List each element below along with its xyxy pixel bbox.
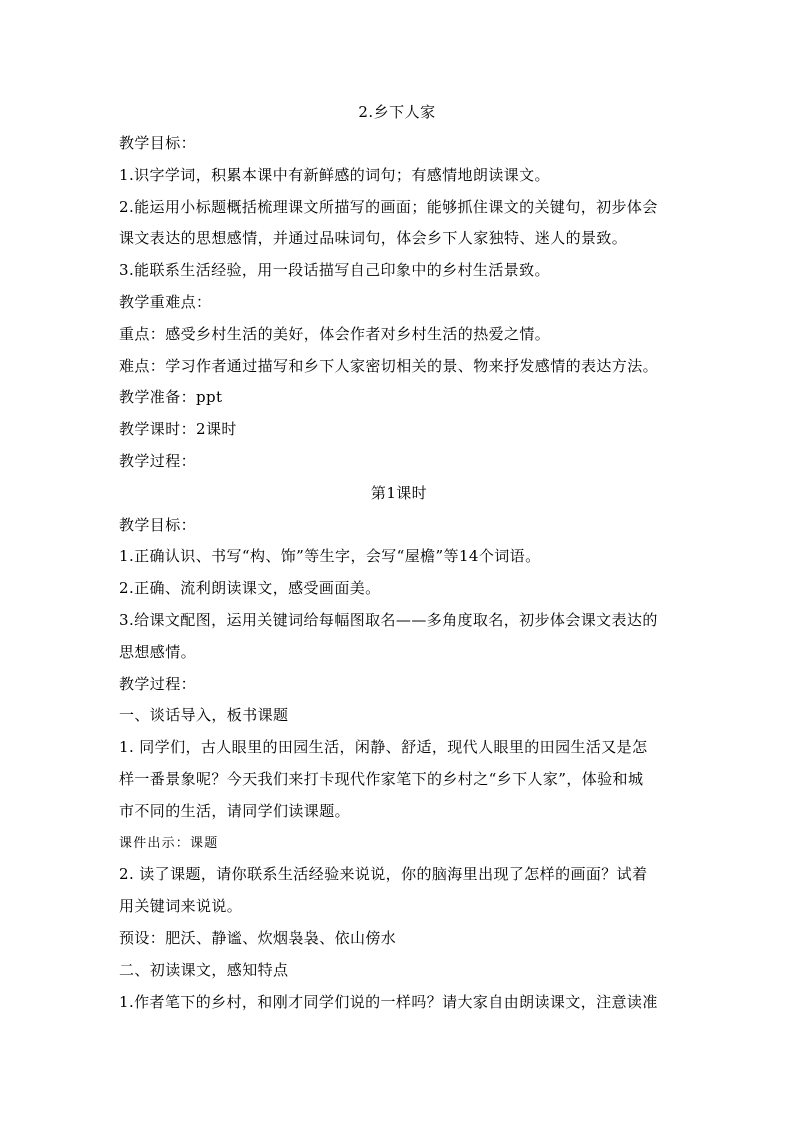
text-line: 教学目标： bbox=[119, 515, 197, 534]
document-title: 2.乡下人家 bbox=[358, 103, 436, 121]
text-line: 1. 同学们，古人眼里的田园生活，闲静、舒适，现代人眼里的田园生活又是怎 bbox=[119, 738, 648, 757]
document-body bbox=[119, 128, 679, 1018]
text-line: 二、初读课文，感知特点 bbox=[119, 960, 289, 979]
text-line: 教学过程： bbox=[119, 451, 197, 470]
text-line: 1.作者笔下的乡村，和刚才同学们说的一样吗？请大家自由朗读课文，注意读准 bbox=[119, 992, 658, 1011]
text-line: 教学准备：ppt bbox=[119, 388, 223, 407]
text-line: 3.能联系生活经验，用一段话描写自己印象中的乡村生活景致。 bbox=[119, 261, 550, 280]
text-line: 市不同的生活，请同学们读课题。 bbox=[119, 801, 351, 820]
text-line: 样一番景象呢？今天我们来打卡现代作家笔下的乡村之“乡下人家”，体验和城 bbox=[119, 769, 644, 788]
text-line: 课件出示：课题 bbox=[119, 835, 219, 851]
text-line: 2.能运用小标题概括梳理课文所描写的画面；能够抓住课文的关键句，初步体会 bbox=[119, 197, 658, 216]
text-line: 1.识字学词，积累本课中有新鲜感的词句；有感情地朗读课文。 bbox=[119, 165, 550, 184]
section-heading: 第1课时 bbox=[370, 483, 428, 502]
text-line: 课文表达的思想感情，并通过品味词句，体会乡下人家独特、迷人的景致。 bbox=[119, 229, 628, 248]
text-line: 用关键词来说说。 bbox=[119, 897, 243, 916]
text-line: 教学重难点： bbox=[119, 292, 212, 311]
text-line: 重点：感受乡村生活的美好，体会作者对乡村生活的热爱之情。 bbox=[119, 324, 551, 343]
text-line: 思想感情。 bbox=[119, 642, 197, 661]
text-line: 2.正确、流利朗读课文，感受画面美。 bbox=[119, 579, 381, 598]
text-line: 2. 读了课题，请你联系生活经验来说说，你的脑海里出现了怎样的画面？试着 bbox=[119, 865, 648, 884]
text-line: 难点：学习作者通过描写和乡下人家密切相关的景、物来抒发感情的表达方法。 bbox=[119, 356, 659, 375]
text-line: 3.给课文配图，运用关键词给每幅图取名——多角度取名，初步体会课文表达的 bbox=[119, 610, 658, 629]
text-line: 预设：肥沃、静谧、炊烟袅袅、依山傍水 bbox=[119, 928, 397, 947]
text-line: 教学课时：2课时 bbox=[119, 420, 237, 439]
text-line: 教学过程： bbox=[119, 674, 197, 693]
text-line: 一、谈话导入，板书课题 bbox=[119, 706, 289, 725]
text-line: 1.正确认识、书写“构、饰”等生字，会写“屋檐”等14个词语。 bbox=[119, 547, 541, 566]
text-line: 教学目标： bbox=[119, 134, 197, 152]
